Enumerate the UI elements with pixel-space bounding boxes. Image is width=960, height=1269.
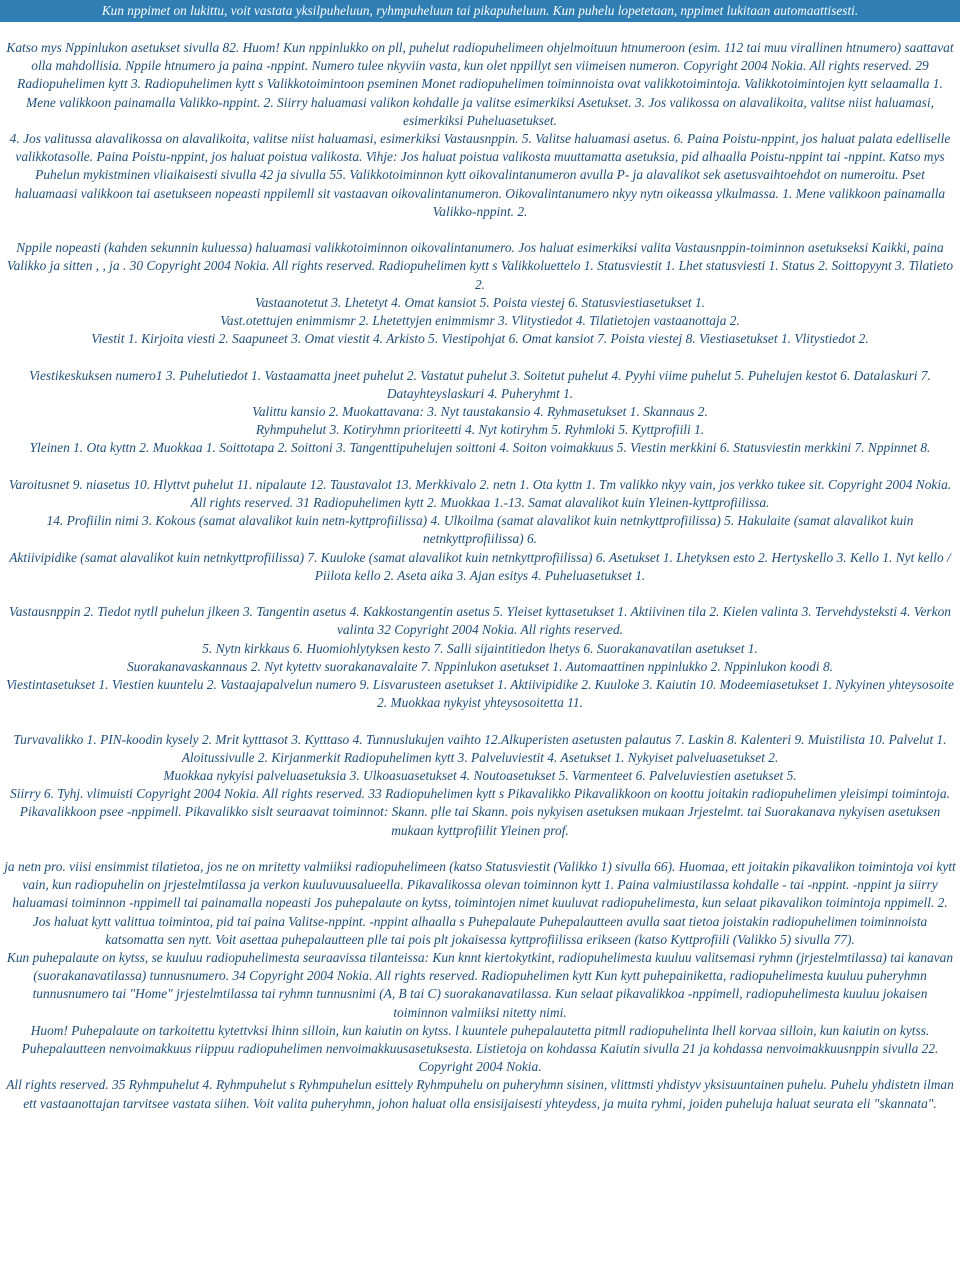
paragraph: 4. Jos valitussa alavalikossa on alavalikoita, valitse niist haluamasi, esimerkiksi Vastausnppin. 5. Valitse haluamasi asetus. 6. Paina Poistu-nppint, jos haluat palata edelliselle valikkotasolle. Paina Poistu-nppint, jos haluat poistua valikosta. Vihje: Jos haluat poistua valikosta muuttamatta asetuksia, pid alhaalla Poistu-nppint tai -nppint. Katso mys Puhelun mykistminen vliaikaisesti sivulla 42 ja sivulla 55. Valikkotoiminnon kytt oikovalintanumeron avulla P- ja alavalikot sek asetusvaihtoehdot on numeroitu. Pset haluamaasi valikkoon tai asetukseen nopeasti nppilemll sit vastaavan oikovalintanumeron. Oikovalintanumero nkyy nytn oikeassa ylkulmassa. 1. Mene valikkoon painamalla Valikko-nppint. 2. bbox=[9, 131, 951, 219]
paragraph: Turvavalikko 1. PIN-koodin kysely 2. Mrit kytttasot 3. Kytttaso 4. Tunnuslukujen vaihto 12.Alkuperisten asetusten palautus 7. Laskin 8. Kalenteri 9. Muistilista 10. Palvelut 1. bbox=[13, 731, 947, 747]
paragraph: All rights reserved. 35 Ryhmpuhelut 4. Ryhmpuhelut s Ryhmpuhelun esittely Ryhmpuhelu on puheryhmn sisinen, vlittmsti yhdistyv yksisuuntainen puhelu. Puhelu yhdistetn ilman ett vastaanottajan tarvitsee vastata siihen. Voit valita puheryhmn, johon haluat olla ensisijaisesti yhteydess, ja muita ryhmi, joiden puheluja haluat seurata eli "skannata". bbox=[6, 1077, 954, 1111]
paragraph-gap bbox=[4, 348, 956, 366]
paragraph: Katso mys Nppinlukon asetukset sivulla 82. Huom! Kun nppinlukko on pll, puhelut radiopuhelimeen ohjelmoituun htnumeroon (esim. 112 tai muu virallinen htnumero) saattavat olla mahdollisia. Nppile htnumero ja paina -nppint. Numero tulee nkyviin vasta, kun olet nppillyt sen viimeisen numeron. Copyright 2004 Nokia. All rights reserved. 29 Radiopuhelimen kytt 3. Radiopuhelimen kytt s Valikkotoimintoon pseminen Monet radiopuhelimen toiminnoista ovat valikkotoimintoja. Valikkotoimintojen kytt selaamalla 1. bbox=[6, 40, 954, 92]
top-banner-text: Kun nppimet on lukittu, voit vastata yksilpuheluun, ryhmpuheluun tai pikapuheluun. Kun puhelu lopetetaan, nppimet lukitaan automaattisesti. bbox=[101, 3, 859, 18]
paragraph: Viestintasetukset 1. Viestien kuuntelu 2. Vastaajapalvelun numero 9. Lisvarusteen asetukset 1. Aktiivipidike 2. Kuuloke 3. Kaiutin 10. Modeemiasetukset 1. Nykyinen yhteysosoite 2. Muokkaa nykyist yhteysosoitetta 11. bbox=[6, 677, 954, 711]
paragraph: Huom! Puhepalaute on tarkoitettu kytettvksi lhinn silloin, kun kaiutin on kytss. l kuuntele puhepalautetta pitmll radiopuhelinta lhell korvaa silloin, kun kaiutin on kytss. Puhepalautteen nenvoimakkuus riippuu radiopuhelimen nenvoimakkuusasetuksesta. Listietoja on kohdassa Kaiutin sivulla 21 ja kohdassa nenvoimakkuusnppin sivulla 22. Copyright 2004 Nokia. bbox=[21, 1022, 939, 1075]
paragraph: Vast.otettujen enimmismr 2. Lhetettyjen enimmismr 3. Vlitystiedot 4. Tilatietojen vastaanottaja 2. bbox=[220, 313, 740, 329]
paragraph: Kun puhepalaute on kytss, se kuuluu radiopuhelimesta seuraavissa tilanteissa: Kun knnt kiertokytkint, radiopuhelimesta kuuluu valitsemasi ryhmn (jrjestelmtilassa) tai kanavan (suorakanavatilassa) tunnusnumero. 34 Copyright 2004 Nokia. All rights reserved. Radiopuhelimen kytt Kun kytt puhepainiketta, radiopuhelimesta kuuluu puheryhmn tunnusnumero tai "Home" jrjestelmtilassa tai ryhmn tunnusnimi (A, B tai C) suorakanavatilassa. Kun selaat pikavalikkoa -nppimell, radiopuhelimesta kuuluu jokaisen toiminnon valmiiksi nitetty nimi. bbox=[6, 950, 954, 1020]
paragraph: Suorakanavaskannaus 2. Nyt kytettv suorakanavalaite 7. Nppinlukon asetukset 1. Automaattinen nppinlukko 2. Nppinlukon koodi 8. bbox=[126, 658, 833, 674]
paragraph: Muokkaa nykyisi palveluasetuksia 3. Ulkoasuasetukset 4. Noutoasetukset 5. Varmenteet 6. Palveluviestien asetukset 5. bbox=[163, 768, 797, 784]
paragraph: Mene valikkoon painamalla Valikko-nppint. 2. Siirry haluamasi valikon kohdalle ja valitse esimerkiksi Asetukset. 3. Jos valikossa on alavalikoita, valitse niist haluamasi, esimerkiksi Puheluasetukset. bbox=[26, 94, 934, 128]
paragraph: Siirry 6. Tyhj. vlimuisti Copyright 2004 Nokia. All rights reserved. 33 Radiopuhelimen kytt s Pikavalikko Pikavalikkoon on koottu joitakin radiopuhelimen yleisimpi toimintoja. Pikavalikkoon psee -nppimell. Pikavalikko sislt seuraavat toiminnot: Skann. plle tai Skann. pois nykyisen asetuksen mukaan Jrjestelmt. tai Suorakanava nykyisen asetuksen mukaan kyttprofiilit Yleinen prof. bbox=[10, 786, 950, 838]
paragraph: Nppile nopeasti (kahden sekunnin kuluessa) haluamasi valikkotoiminnon oikovalintanumero. Jos haluat esimerkiksi valita Vastausnppin-toiminnon asetukseksi Kaikki, paina Valikko ja sitten , , ja . 30 Copyright 2004 Nokia. All rights reserved. Radiopuhelimen kytt s Valikkoluettelo 1. Statusviestit 1. Lhet statusviesti 1. Status 2. Soittopyynt 3. Tilatieto 2. bbox=[6, 240, 954, 292]
paragraph: 14. Profiilin nimi 3. Kokous (samat alavalikot kuin netn-kyttprofiilissa) 4. Ulkoilma (samat alavalikot kuin netnkyttprofiilissa) 5. Hakulaite (samat alavalikot kuin netnkyttprofiilissa) 6. bbox=[46, 513, 914, 547]
paragraph-gap bbox=[4, 840, 956, 858]
paragraph: Valittu kansio 2. Muokattavana: 3. Nyt taustakansio 4. Ryhmasetukset 1. Skannaus 2. bbox=[252, 404, 708, 420]
paragraph: 5. Nytn kirkkaus 6. Huomiohlytyksen kesto 7. Salli sijaintitiedon lhetys 6. Suorakanavatilan asetukset 1. bbox=[202, 640, 758, 656]
paragraph: Varoitusnet 9. niasetus 10. Hlyttvt puhelut 11. nipalaute 12. Taustavalot 13. Merkkivalo 2. netn 1. Ota kyttn 1. Tm valikko nkyy vain, jos verkko tukee sit. Copyright 2004 Nokia. bbox=[8, 476, 952, 492]
paragraph-gap bbox=[4, 712, 956, 730]
paragraph: All rights reserved. 31 Radiopuhelimen kytt 2. Muokkaa 1.-13. Samat alavalikot kuin Yleinen-kyttprofiilissa. bbox=[190, 495, 770, 511]
paragraph-gap bbox=[4, 585, 956, 603]
paragraph-gap bbox=[4, 458, 956, 476]
paragraph: Vastaanotetut 3. Lhetetyt 4. Omat kansiot 5. Poista viestej 6. Statusviestiasetukset 1. bbox=[254, 294, 706, 310]
paragraph: Aktiivipidike (samat alavalikot kuin netnkyttprofiilissa) 7. Kuuloke (samat alavalikot kuin netnkyttprofiilissa) 6. Asetukset 1. Lhetyksen esto 2. Hertyskello 3. Kello 1. Nyt kello / Piilota kello 2. Aseta aika 3. Ajan esitys 4. Puheluasetukset 1. bbox=[9, 549, 951, 583]
paragraph-gap bbox=[4, 221, 956, 239]
document-body bbox=[4, 39, 956, 1113]
paragraph: Viestikeskuksen numero1 3. Puhelutiedot 1. Vastaamatta jneet puhelut 2. Vastatut puhelut 3. Soitetut puhelut 4. Pyyhi viime puhelut 5. Puhelujen kestot 6. Datalaskuri 7. Datayhteyslaskuri 4. Puheryhmt 1. bbox=[29, 367, 931, 401]
paragraph: Viestit 1. Kirjoita viesti 2. Saapuneet 3. Omat viestit 4. Arkisto 5. Viestipohjat 6. Omat kansiot 7. Poista viestej 8. Viestiasetukset 1. Vlitystiedot 2. bbox=[91, 331, 869, 347]
paragraph: Vastausnppin 2. Tiedot nytll puhelun jlkeen 3. Tangentin asetus 4. Kakkostangentin asetus 5. Yleiset kyttasetukset 1. Aktiivinen tila 2. Kielen valinta 3. Tervehdysteksti 4. Verkon valinta 32 Copyright 2004 Nokia. All rights reserved. bbox=[9, 604, 951, 638]
paragraph: Aloitussivulle 2. Kirjanmerkit Radiopuhelimen kytt 3. Palveluviestit 4. Asetukset 1. Nykyiset palveluasetukset 2. bbox=[181, 749, 779, 765]
paragraph: Yleinen 1. Ota kyttn 2. Muokkaa 1. Soittotapa 2. Soittoni 3. Tangenttipuhelujen soittoni 4. Soiton voimakkuus 5. Viestin merkkini 6. Statusviestin merkkini 7. Nppinnet 8. bbox=[29, 440, 931, 456]
paragraph: Ryhmpuhelut 3. Kotiryhmn prioriteetti 4. Nyt kotiryhm 5. Ryhmloki 5. Kyttprofiili 1. bbox=[255, 422, 705, 438]
paragraph: ja netn pro. viisi ensimmist tilatietoa, jos ne on mritetty valmiiksi radiopuhelimeen (katso Statusviestit (Valikko 1) sivulla 66). Huomaa, ett joitakin pikavalikon toimintoja voi kytt vain, kun radiopuhelin on jrjestelmtilassa ja verkon kuuluvuusalueella. Pikavalikossa olevan toiminnon kytt 1. Paina valmiustilassa kohdalle - tai -nppint. -nppint ja siirry haluamasi toiminnon -nppimell tai painamalla nopeasti Jos puhepalaute on kytss, toimintojen nimet kuuluvat radiopuhelimesta, kun selaat pikavalikon toimintoja nppimell. 2. Jos haluat kytt valittua toimintoa, pid tai paina Valitse-nppint. -nppint alhaalla s Puhepalaute Puhepalautteen avulla saat tietoa joistakin radiopuhelimen toiminnoista katsomatta sen nytt. Voit asettaa puhepalautteen plle tai pois plt jokaisessa kyttprofiilissa erikseen (katso Kyttprofiili (Valikko 5) sivulla 77). bbox=[4, 859, 956, 947]
